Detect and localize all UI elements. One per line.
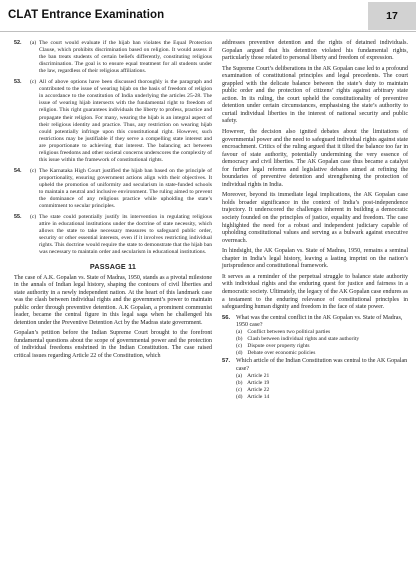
- option-text: Article 22: [247, 387, 270, 394]
- left-column: [14, 40, 212, 363]
- option-text: Debate over economic policies: [247, 350, 316, 357]
- page-number-box: [368, 2, 416, 30]
- answer-item: [14, 79, 212, 164]
- option-label: (b): [236, 336, 243, 343]
- question-number: 56.: [222, 314, 231, 321]
- option-label: (a): [236, 373, 243, 380]
- answer-option: (c): [30, 79, 37, 86]
- answer-item: [14, 168, 212, 211]
- passage-paragraph: It serves as a reminder of the perpetual struggle to balance state authority with individual rights and the enduring quest for justice and fairness in a democratic society. Ultimately, the legacy of the AK Gopalan case endures as a testament to the enduring relevance of constitutional principles in safeguarding human dignity and freedom in the face of state power.: [222, 273, 408, 311]
- option-text: Article 14: [247, 394, 270, 401]
- answer-number: 55.: [14, 213, 22, 220]
- option-label: (d): [236, 350, 243, 357]
- option-label: (b): [236, 380, 243, 387]
- right-column: [222, 40, 408, 401]
- answer-option: (c): [30, 213, 37, 220]
- answer-number: 52.: [14, 40, 22, 46]
- question-57: [222, 358, 408, 401]
- answer-explanation: The state could potentially justify its intervention in regulating religious attire in educational institutions under the doctrine of state necessity, which allows the state to take necessary measures to safeguard public order, security or other essential interests, even if it involves restricting individual rights. This doctrine would require the state to demonstrate that the hijab ban was necessary to maintain order and secularism in educational institutions.: [39, 213, 212, 256]
- option-label: (c): [236, 343, 243, 350]
- answer-explanation: The court would evaluate if the hijab ban violates the Equal Protection Clause, which prohibits discrimination based on religion. It would assess if the ban treats students of certain beliefs differently, constituting religious discrimination. The goal is to ensure equal treatment for all students under the law, regardless of their religious affiliations.: [39, 40, 212, 75]
- question-text: What was the central conflict in the AK Gopalan vs. State of Madras, 1950 case?: [236, 314, 403, 328]
- answer-explanation: All of above options have been discussed thoroughly is the paragraph and contributed to the issue of wearing hijab on the basis of freedom of religion in accordance to the constitution of India underlying the articles 25-28. The issue of wearing hijab intersects with the fundamental right to freedom of religion. This right guarantees individuals the liberty to profess, practice and propagate their religion. For many, wearing the hijab is an integral aspect of their religious identity and practice. Thus, any restriction on wearing hijab could potentially infringe upon this constitutional right. However, such restrictions may be justifiable if they serve a compelling state interest and are proportionate to achieving that interest. The balancing act between religious freedoms and other societal concerns underscores the complexity of this issue within the framework of constitutional rights.: [39, 79, 212, 164]
- answer-explanation: The Karnataka High Court justified the hijab ban based on the principle of proportionality, ensuring government actions align with their objectives. It upheld the promotion of uniformity and secularism in state-funded schools to maintain a neutral and inclusive environment. The ruling aimed to prevent the dominance of any religious practice while upholding the state’s commitment to secular principles.: [39, 167, 212, 210]
- header-divider: [0, 31, 416, 32]
- option-label: (c): [236, 387, 243, 394]
- option-text: Conflict between two political parties: [247, 329, 331, 336]
- question-stem: [222, 315, 408, 330]
- option-text: Article 21: [247, 373, 270, 380]
- option-label: (d): [236, 394, 243, 401]
- passage-paragraph: Gopalan’s petition before the Indian Supreme Court brought to the forefront fundamental questions about the scope of governmental power and the protection of individual freedoms enshrined in the Indian Constitution. The case raised critical issues regarding Article 22 of the Constitution, which: [14, 330, 212, 359]
- answer-number: 53.: [14, 79, 22, 86]
- question-option: [222, 394, 408, 401]
- question-option: [222, 350, 408, 357]
- passage-paragraph: However, the decision also ignited debates about the limitations of governmental power and the need to safeguard individual rights against state encroachment. Critics of the ruling argued that it tilted the balance too far in favour of state authority, potentially undermining the very essence of democracy and civil liberties. The AK Gopalan case thus became a catalyst for further legal reforms and legislative debates aimed at refining the boundaries of preventive detention and strengthening the protection of individual rights in India.: [222, 129, 408, 188]
- passage-paragraph: addresses preventive detention and the rights of detained individuals. Gopalan argued that his detention violated his fundamental rights, particularly those related to personal liberty and freedom of expression.: [222, 40, 408, 62]
- passage-paragraph: Moreover, beyond its immediate legal implications, the AK Gopalan case holds broader significance in the context of India’s post-independence trajectory. It underscored the challenges inherent in building a democratic society founded on the principles of justice, equality and freedom. The case highlighted the need for a robust and independent judiciary capable of upholding constitutional values and serving as a bulwark against executive overreach.: [222, 192, 408, 244]
- option-text: Article 19: [247, 380, 270, 387]
- question-number: 57.: [222, 358, 231, 365]
- passage-paragraph: The case of A.K. Gopalan vs. State of Madras, 1950, stands as a pivotal milestone in the annals of Indian legal history, shaping the contours of civil liberties and state authority in a newly independent nation. At the heart of this landmark case was the clash between individual rights and the government’s power to maintain public order through preventive detention. A.K Gopalan, a prominent communist leader, became the central figure in this legal saga when he challenged his detention under the Preventive Detention Act by the Madras state government.: [14, 274, 212, 326]
- answer-item: [14, 214, 212, 257]
- passage-paragraph: The Supreme Court’s deliberations in the AK Gopalan case led to a profound examination of constitutional principles and legal precedents. The court grappled with the delicate balance between the state’s duty to maintain public order and the protection of citizens’ rights against arbitrary state action. In its ruling, the court upheld the constitutionality of preventive detention under certain circumstances, emphasising the state’s authority to curtail individual liberties in the interest of national security and public safety.: [222, 65, 408, 125]
- question-56: [222, 315, 408, 358]
- answer-item: [14, 40, 212, 75]
- answer-option: (c): [30, 167, 37, 174]
- passage-paragraph: In hindsight, the AK Gopalan vs. State of Madras, 1950, remains a seminal chapter in India’s legal history, leaving a lasting imprint on the nation’s jurisprudence and constitutional framework.: [222, 248, 408, 270]
- option-label: (a): [236, 329, 243, 336]
- answer-option: (a): [30, 40, 37, 46]
- option-text: Dispute over property rights: [247, 343, 310, 350]
- answer-number: 54.: [14, 167, 22, 174]
- option-text: Clash between individual rights and state authority: [247, 336, 360, 343]
- book-title: CLAT Entrance Examination: [8, 9, 165, 21]
- page-number: 17: [386, 10, 398, 22]
- question-text: Which article of the Indian Constitution was central to the AK Gopalan case?: [236, 358, 408, 372]
- passage-title: PASSAGE 11: [89, 261, 137, 271]
- page-header: [0, 0, 416, 30]
- question-stem: [222, 358, 408, 373]
